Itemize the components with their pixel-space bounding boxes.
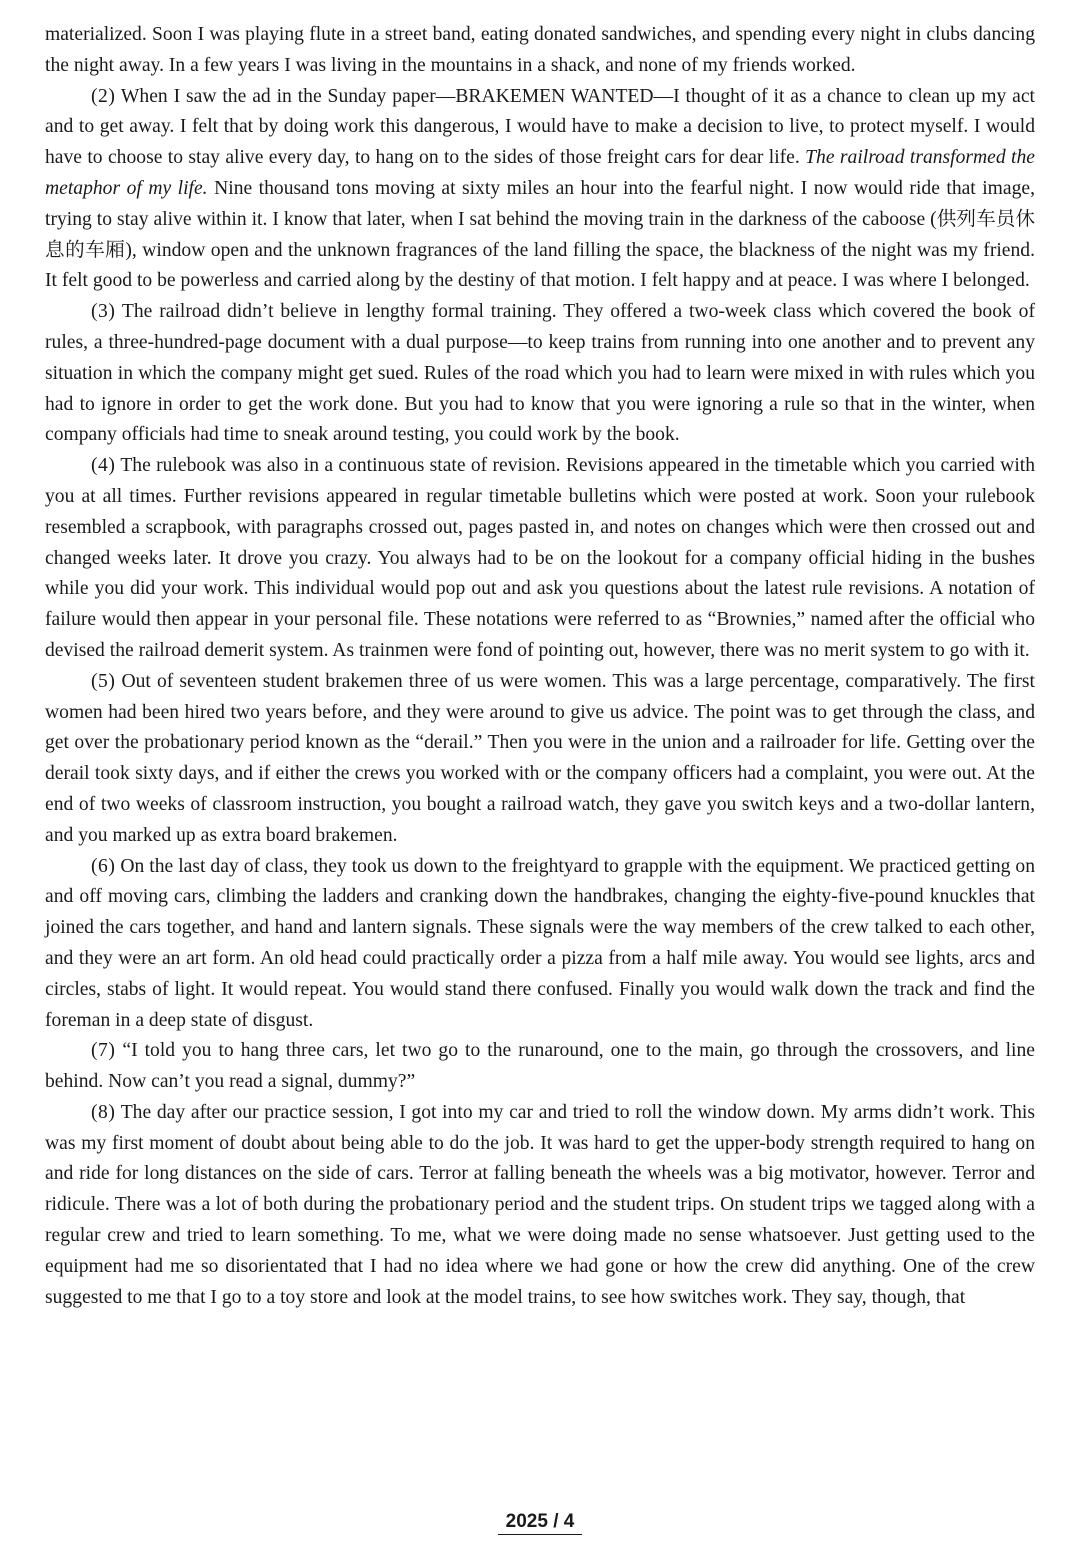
paragraph-number: (5) bbox=[91, 670, 116, 692]
paragraph-7 bbox=[45, 1036, 1035, 1098]
paragraph-text: Nine thousand tons moving at sixty miles an hour into the fearful night. I now would ride that image, trying to stay alive within it. I know that later, when I sat behind the moving train in the darkness of the caboose (供列车员休息的车厢), window open and the unknown fragrances of the land filling the space, the blackness of the night was my friend. It felt good to be powerless and carried along by the destiny of that motion. I felt happy and at peace. I was where I belonged. bbox=[45, 177, 1036, 292]
paragraph-number: (8) bbox=[91, 1101, 116, 1123]
paragraph-text: Out of seventeen student brakemen three of us were women. This was a large percentage, comparatively. The first women had been hired two years before, and they were around to give us advice. The point was to get through the class, and get over the probationary period known as the “derail.” Then you were in the union and a railroader for life. Getting over the derail took sixty days, and if either the crews you worked with or the company officers had a complaint, you were out. At the end of two weeks of classroom instruction, you bought a railroad watch, they gave you switch keys and a two-dollar lantern, and you marked up as extra board brakemen. bbox=[45, 670, 1035, 846]
paragraph-2 bbox=[45, 82, 1035, 298]
paragraph-text: The rulebook was also in a continuous state of revision. Revisions appeared in the timetable which you carried with you at all times. Further revisions appeared in regular timetable bulletins which were posted at work. Soon your rulebook resembled a scrapbook, with paragraphs crossed out, pages pasted in, and notes on changes which were then crossed out and changed weeks later. It drove you crazy. You always had to be on the lookout for a company official hiding in the bushes while you did your work. This individual would pop out and ask you questions about the latest rule revisions. A notation of failure would then appear in your personal file. These notations were referred to as “Brownies,” named after the official who devised the railroad demerit system. As trainmen were fond of pointing out, however, there was no merit system to go with it. bbox=[45, 455, 1035, 661]
paragraph-number: (6) bbox=[91, 855, 116, 877]
paragraph-number: (2) bbox=[91, 85, 116, 107]
paragraph-number: (7) bbox=[91, 1040, 116, 1062]
paragraph-text: The railroad didn’t believe in lengthy formal training. They offered a two-week class which covered the book of rules, a three-hundred-page document with a dual purpose—to keep trains from running into one another and to prevent any situation in which the company might get sued. Rules of the road which you had to learn were mixed in with rules which you had to ignore in order to get the work done. But you had to know that you were ignoring a rule so that in the winter, when company officials had time to sneak around testing, you could work by the book. bbox=[45, 301, 1035, 446]
paragraph-8 bbox=[45, 1098, 1035, 1314]
paragraph-number: (3) bbox=[91, 301, 116, 323]
paragraph-text: materialized. Soon I was playing flute in a street band, eating donated sandwiches, and spending every night in clubs dancing the night away. In a few years I was living in the mountains in a shack, and none of my friends worked. bbox=[45, 24, 1035, 76]
paragraph-3 bbox=[45, 297, 1035, 451]
page-footer bbox=[0, 1511, 1080, 1535]
paragraph-4 bbox=[45, 451, 1035, 667]
paragraph-text: When I saw the ad in the Sunday paper—BRAKEMEN WANTED—I thought of it as a chance to clean up my act and to get away. I felt that by doing work this dangerous, I would have to make a decision to live, to protect myself. I would have to choose to stay alive every day, to hang on to the sides of those freight cars for dear life. bbox=[45, 85, 1036, 169]
italic-phrase: The railroad transformed the metaphor of my life. bbox=[45, 147, 1035, 199]
paragraph-continuation bbox=[45, 20, 1035, 82]
paragraph-text: On the last day of class, they took us down to the freightyard to grapple with the equipment. We practiced getting on and off moving cars, climbing the ladders and cranking down the handbrakes, changing the eighty-five-pound knuckles that joined the cars together, and hand and lantern signals. These signals were the way members of the crew talked to each other, and they were an art form. An old head could practically order a pizza from a half mile away. You would see lights, arcs and circles, stabs of light. It would repeat. You would stand there confused. Finally you would walk down the track and find the foreman in a deep state of disgust. bbox=[45, 855, 1035, 1031]
paragraph-5 bbox=[45, 667, 1035, 852]
paragraph-text: The day after our practice session, I got into my car and tried to roll the window down. My arms didn’t work. This was my first moment of doubt about being able to do the job. It was hard to get the upper-body strength required to hang on and ride for long distances on the side of cars. Terror at falling beneath the wheels was a big motivator, however. Terror and ridicule. There was a lot of both during the probationary period and the student trips. On student trips we tagged along with a regular crew and tried to learn something. To me, what we were doing made no sense whatsoever. Just getting used to the equipment had me so disorientated that I had no idea where we had gone or how the crew did anything. One of the crew suggested to me that I go to a toy store and look at the model trains, to see how switches work. They say, though, that bbox=[45, 1101, 1036, 1308]
page-number: 2025 / 4 bbox=[498, 1511, 583, 1535]
paragraph-6 bbox=[45, 852, 1035, 1037]
document-body bbox=[45, 20, 1035, 1313]
paragraph-number: (4) bbox=[91, 455, 116, 477]
paragraph-text: “I told you to hang three cars, let two go to the runaround, one to the main, go through the crossovers, and line behind. Now can’t you read a signal, dummy?” bbox=[45, 1040, 1035, 1093]
